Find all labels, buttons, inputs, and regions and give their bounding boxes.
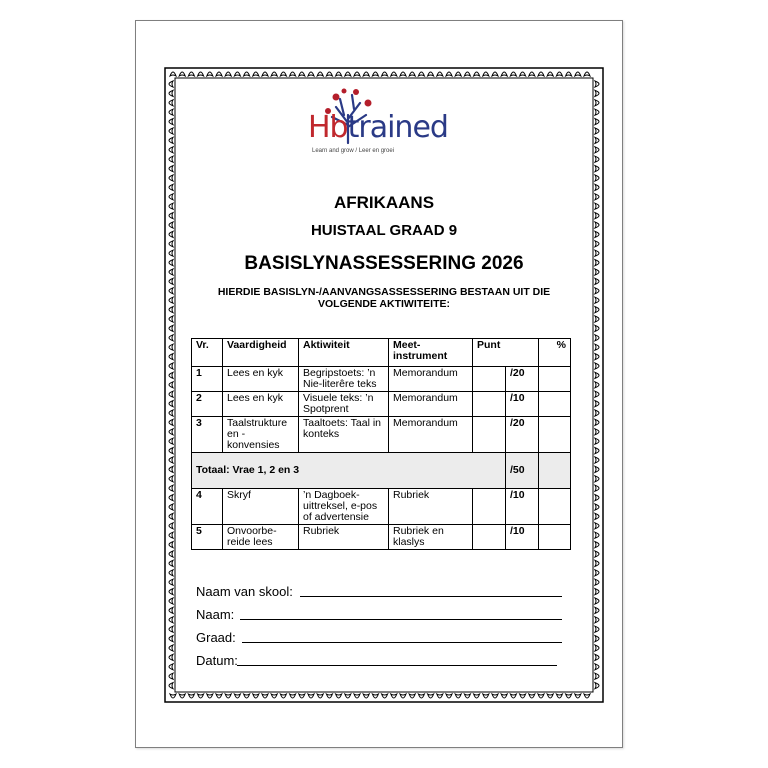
border-ornament-icon	[207, 694, 213, 698]
border-ornament-icon	[170, 694, 176, 698]
border-ornament-icon	[538, 72, 544, 76]
border-ornament-icon	[169, 589, 173, 595]
logo-wordmark	[308, 110, 448, 145]
border-ornament-icon	[595, 382, 599, 388]
cell-mark	[473, 489, 506, 525]
border-ornament-icon	[179, 72, 185, 76]
border-ornament-icon	[529, 694, 535, 698]
table-row	[192, 417, 571, 453]
border-ornament-icon	[483, 694, 489, 698]
cell-total: /10	[506, 489, 539, 525]
border-ornament-icon	[354, 694, 360, 698]
border-ornament-icon	[595, 504, 599, 510]
border-ornament-icon	[556, 694, 562, 698]
border-ornament-icon	[409, 72, 415, 76]
cell-total: /10	[506, 392, 539, 417]
border-ornament-icon	[169, 513, 173, 519]
table-row	[192, 525, 571, 550]
border-ornament-icon	[336, 694, 342, 698]
logo-trained: trained	[347, 110, 448, 145]
border-ornament-icon	[595, 184, 599, 190]
border-ornament-icon	[169, 372, 173, 378]
border-ornament-icon	[169, 457, 173, 463]
table-body-b	[192, 489, 571, 550]
border-ornament-icon	[363, 694, 369, 698]
cell-nr: 2	[192, 392, 223, 417]
border-ornament-icon	[169, 278, 173, 284]
header-instrument: Meet-instrument	[389, 339, 473, 367]
border-ornament-icon	[595, 391, 599, 397]
border-ornament-icon	[595, 354, 599, 360]
border-ornament-icon	[169, 344, 173, 350]
border-ornament-icon	[169, 448, 173, 454]
cell-instrument: Memorandum	[389, 417, 473, 453]
border-ornament-icon	[169, 100, 173, 106]
border-ornament-icon	[326, 72, 332, 76]
border-ornament-icon	[595, 100, 599, 106]
school-field-label: Naam van skool:	[196, 584, 293, 599]
cell-skill: Taalstrukture en -konvensies	[223, 417, 299, 453]
border-ornament-icon	[308, 694, 314, 698]
date-field-line[interactable]	[237, 665, 557, 666]
border-ornament-icon	[271, 694, 277, 698]
border-ornament-icon	[595, 542, 599, 548]
border-ornament-icon	[437, 694, 443, 698]
border-ornament-icon	[575, 72, 581, 76]
border-ornament-icon	[538, 694, 544, 698]
border-ornament-icon	[299, 72, 305, 76]
border-ornament-icon	[169, 429, 173, 435]
border-ornament-icon	[510, 72, 516, 76]
border-ornament-icon	[225, 72, 231, 76]
border-ornament-icon	[382, 72, 388, 76]
border-ornament-icon	[595, 335, 599, 341]
border-ornament-icon	[595, 457, 599, 463]
border-ornament-icon	[595, 372, 599, 378]
border-ornament-icon	[595, 166, 599, 172]
border-ornament-icon	[244, 694, 250, 698]
border-ornament-icon	[169, 335, 173, 341]
border-ornament-icon	[595, 448, 599, 454]
border-ornament-icon	[169, 81, 173, 87]
cell-mark	[473, 525, 506, 550]
border-ornament-icon	[595, 645, 599, 651]
border-ornament-icon	[169, 438, 173, 444]
cell-nr: 3	[192, 417, 223, 453]
cell-nr: 4	[192, 489, 223, 525]
border-ornament-icon	[501, 694, 507, 698]
border-ornament-icon	[169, 598, 173, 604]
border-ornament-icon	[169, 391, 173, 397]
table-row	[192, 489, 571, 525]
border-ornament-icon	[363, 72, 369, 76]
border-ornament-icon	[299, 694, 305, 698]
border-ornament-icon	[169, 617, 173, 623]
cell-activity: ’n Dagboek-uittreksel, e-pos of advertensie	[299, 489, 389, 525]
cell-skill: Lees en kyk	[223, 392, 299, 417]
header-mark: Punt	[473, 339, 539, 367]
border-ornament-icon	[595, 654, 599, 660]
border-ornament-icon	[428, 72, 434, 76]
border-ornament-icon	[354, 72, 360, 76]
border-ornament-icon	[595, 626, 599, 632]
subtotal-row	[192, 453, 571, 489]
grade-title: HUISTAAL GRAAD 9	[310, 222, 458, 239]
border-ornament-icon	[169, 241, 173, 247]
border-ornament-icon	[595, 438, 599, 444]
cell-activity: Rubriek	[299, 525, 389, 550]
border-ornament-icon	[169, 626, 173, 632]
border-ornament-icon	[595, 175, 599, 181]
border-ornament-icon	[595, 551, 599, 557]
cell-percent	[539, 489, 571, 525]
border-ornament-icon	[169, 636, 173, 642]
border-ornament-icon	[556, 72, 562, 76]
border-ornament-icon	[595, 523, 599, 529]
border-ornament-icon	[345, 694, 351, 698]
border-ornament-icon	[595, 495, 599, 501]
border-ornament-icon	[483, 72, 489, 76]
border-ornament-icon	[446, 694, 452, 698]
border-ornament-icon	[595, 147, 599, 153]
border-ornament-icon	[169, 325, 173, 331]
subtotal-label: Totaal: Vrae 1, 2 en 3	[192, 453, 506, 489]
grade-field-label: Graad:	[196, 630, 236, 645]
border-ornament-icon	[169, 316, 173, 322]
border-ornament-icon	[595, 636, 599, 642]
border-ornament-icon	[198, 694, 204, 698]
table-header-row	[192, 339, 571, 367]
border-ornament-icon	[169, 570, 173, 576]
cell-percent	[539, 525, 571, 550]
border-ornament-icon	[595, 617, 599, 623]
border-ornament-icon	[280, 72, 286, 76]
cell-activity: Visuele teks: ’n Spotprent	[299, 392, 389, 417]
border-ornament-icon	[169, 166, 173, 172]
border-ornament-icon	[169, 401, 173, 407]
cell-total: /10	[506, 525, 539, 550]
border-ornament-icon	[547, 72, 553, 76]
border-ornament-icon	[244, 72, 250, 76]
cell-instrument: Memorandum	[389, 367, 473, 392]
border-ornament-icon	[169, 560, 173, 566]
border-ornament-icon	[169, 119, 173, 125]
subtotal-total: /50	[506, 453, 539, 489]
cell-skill: Lees en kyk	[223, 367, 299, 392]
table-body-a	[192, 367, 571, 453]
border-ornament-icon	[170, 72, 176, 76]
border-ornament-icon	[290, 72, 296, 76]
border-ornament-icon	[418, 72, 424, 76]
subject-title: AFRIKAANS	[333, 193, 435, 212]
border-ornament-icon	[169, 654, 173, 660]
border-ornament-icon	[455, 72, 461, 76]
school-field-line[interactable]	[300, 596, 562, 597]
border-ornament-icon	[595, 560, 599, 566]
cell-instrument: Rubriek en klaslys	[389, 525, 473, 550]
border-ornament-icon	[280, 694, 286, 698]
cell-skill: Skryf	[223, 489, 299, 525]
border-ornament-icon	[169, 495, 173, 501]
border-ornament-icon	[428, 694, 434, 698]
border-ornament-icon	[169, 213, 173, 219]
border-ornament-icon	[169, 147, 173, 153]
border-ornament-icon	[455, 694, 461, 698]
border-ornament-icon	[382, 694, 388, 698]
border-ornament-icon	[595, 589, 599, 595]
border-ornament-icon	[595, 664, 599, 670]
border-ornament-icon	[566, 694, 572, 698]
border-ornament-icon	[464, 72, 470, 76]
border-ornament-icon	[595, 316, 599, 322]
border-ornament-icon	[520, 694, 526, 698]
border-ornament-icon	[501, 72, 507, 76]
border-ornament-icon	[308, 72, 314, 76]
cell-instrument: Memorandum	[389, 392, 473, 417]
border-ornament-icon	[169, 137, 173, 143]
border-ornament-icon	[595, 156, 599, 162]
border-ornament-icon	[234, 694, 240, 698]
border-ornament-icon	[595, 419, 599, 425]
border-ornament-icon	[216, 694, 222, 698]
border-ornament-icon	[234, 72, 240, 76]
border-ornament-icon	[391, 72, 397, 76]
border-ornament-icon	[169, 156, 173, 162]
border-ornament-icon	[492, 694, 498, 698]
border-ornament-icon	[418, 694, 424, 698]
border-ornament-icon	[584, 694, 590, 698]
intro-line-1: HIERDIE BASISLYN-/AANVANGSASSESSERING BESTAAN UIT DIE	[217, 286, 551, 298]
border-ornament-icon	[169, 485, 173, 491]
border-ornament-icon	[372, 72, 378, 76]
border-ornament-icon	[216, 72, 222, 76]
border-ornament-icon	[169, 175, 173, 181]
border-ornament-icon	[584, 72, 590, 76]
name-field-label: Naam:	[196, 607, 235, 622]
cell-nr: 5	[192, 525, 223, 550]
border-ornament-icon	[595, 410, 599, 416]
border-ornament-icon	[169, 90, 173, 96]
border-ornament-icon	[317, 72, 323, 76]
border-ornament-icon	[169, 523, 173, 529]
border-ornament-icon	[595, 213, 599, 219]
name-field-line[interactable]	[240, 619, 562, 620]
cell-instrument: Rubriek	[389, 489, 473, 525]
activities-table	[191, 338, 571, 550]
cell-mark	[473, 417, 506, 453]
border-ornament-icon	[262, 72, 268, 76]
border-ornament-icon	[474, 694, 480, 698]
table-row	[192, 367, 571, 392]
border-ornament-icon	[169, 476, 173, 482]
border-ornament-icon	[595, 81, 599, 87]
border-ornament-icon	[400, 694, 406, 698]
border-ornament-icon	[595, 476, 599, 482]
border-ornament-icon	[169, 363, 173, 369]
border-ornament-icon	[595, 579, 599, 585]
header-skill: Vaardigheid	[223, 339, 299, 367]
border-ornament-icon	[336, 72, 342, 76]
border-ornament-icon	[595, 683, 599, 689]
border-ornament-icon	[595, 466, 599, 472]
cell-activity: Begripstoets: ’n Nie-literêre teks	[299, 367, 389, 392]
border-ornament-icon	[271, 72, 277, 76]
border-ornament-icon	[169, 410, 173, 416]
border-ornament-icon	[595, 429, 599, 435]
intro-text	[163, 286, 605, 310]
table-row	[192, 392, 571, 417]
cell-nr: 1	[192, 367, 223, 392]
border-ornament-icon	[547, 694, 553, 698]
border-ornament-icon	[372, 694, 378, 698]
border-ornament-icon	[169, 579, 173, 585]
border-ornament-icon	[595, 513, 599, 519]
border-ornament-icon	[188, 694, 194, 698]
border-ornament-icon	[169, 542, 173, 548]
border-ornament-icon	[169, 532, 173, 538]
border-ornament-icon	[169, 354, 173, 360]
border-ornament-icon	[169, 607, 173, 613]
cell-mark	[473, 367, 506, 392]
border-ornament-icon	[253, 72, 259, 76]
cell-percent	[539, 367, 571, 392]
border-ornament-icon	[345, 72, 351, 76]
cell-percent	[539, 417, 571, 453]
border-ornament-icon	[529, 72, 535, 76]
subtotal-percent	[539, 453, 571, 489]
cell-mark	[473, 392, 506, 417]
cell-total: /20	[506, 367, 539, 392]
border-ornament-icon	[391, 694, 397, 698]
border-ornament-icon	[188, 72, 194, 76]
border-ornament-icon	[169, 645, 173, 651]
border-ornament-icon	[409, 694, 415, 698]
border-ornament-icon	[198, 72, 204, 76]
header-percent: %	[539, 339, 571, 367]
border-ornament-icon	[207, 72, 213, 76]
cell-percent	[539, 392, 571, 417]
border-ornament-icon	[290, 694, 296, 698]
border-ornament-icon	[464, 694, 470, 698]
border-ornament-icon	[169, 419, 173, 425]
hbtrained-logo	[300, 85, 470, 155]
header-nr: Vr.	[192, 339, 223, 367]
cell-skill: Onvoorbe-reide lees	[223, 525, 299, 550]
border-ornament-icon	[169, 109, 173, 115]
border-ornament-icon	[595, 344, 599, 350]
border-ornament-icon	[492, 72, 498, 76]
intro-line-2: VOLGENDE AKTIWITEITE:	[317, 298, 451, 310]
border-ornament-icon	[169, 683, 173, 689]
border-ornament-icon	[595, 363, 599, 369]
border-ornament-icon	[595, 401, 599, 407]
border-ornament-icon	[595, 485, 599, 491]
border-ornament-icon	[595, 673, 599, 679]
border-ornament-icon	[595, 607, 599, 613]
border-ornament-icon	[510, 694, 516, 698]
cell-activity: Taaltoets: Taal in konteks	[299, 417, 389, 453]
border-ornament-icon	[179, 694, 185, 698]
border-ornament-icon	[575, 694, 581, 698]
border-ornament-icon	[595, 532, 599, 538]
border-ornament-icon	[169, 504, 173, 510]
border-ornament-icon	[474, 72, 480, 76]
date-field-label: Datum:	[196, 653, 238, 668]
logo-hb: Hb	[308, 110, 348, 145]
border-ornament-icon	[437, 72, 443, 76]
border-ornament-icon	[595, 278, 599, 284]
border-ornament-icon	[169, 184, 173, 190]
border-ornament-icon	[253, 694, 259, 698]
border-ornament-icon	[446, 72, 452, 76]
border-ornament-icon	[400, 72, 406, 76]
border-ornament-icon	[262, 694, 268, 698]
border-ornament-icon	[317, 694, 323, 698]
border-ornament-icon	[595, 325, 599, 331]
assessment-title: BASISLYNASSESSERING 2026	[244, 253, 524, 274]
border-ornament-icon	[595, 241, 599, 247]
border-ornament-icon	[566, 72, 572, 76]
header-activity: Aktiwiteit	[299, 339, 389, 367]
cell-total: /20	[506, 417, 539, 453]
border-ornament-icon	[169, 466, 173, 472]
border-ornament-icon	[595, 109, 599, 115]
border-ornament-icon	[595, 128, 599, 134]
border-ornament-icon	[169, 128, 173, 134]
border-ornament-icon	[520, 72, 526, 76]
border-ornament-icon	[595, 598, 599, 604]
border-ornament-icon	[169, 551, 173, 557]
logo-tagline: Learn and grow / Leer en groei	[312, 148, 395, 154]
border-ornament-icon	[595, 119, 599, 125]
border-ornament-icon	[225, 694, 231, 698]
border-ornament-icon	[169, 673, 173, 679]
grade-field-line[interactable]	[242, 642, 562, 643]
border-ornament-icon	[595, 570, 599, 576]
border-ornament-icon	[595, 90, 599, 96]
border-ornament-icon	[326, 694, 332, 698]
border-ornament-icon	[169, 664, 173, 670]
border-ornament-icon	[595, 137, 599, 143]
border-ornament-icon	[169, 382, 173, 388]
